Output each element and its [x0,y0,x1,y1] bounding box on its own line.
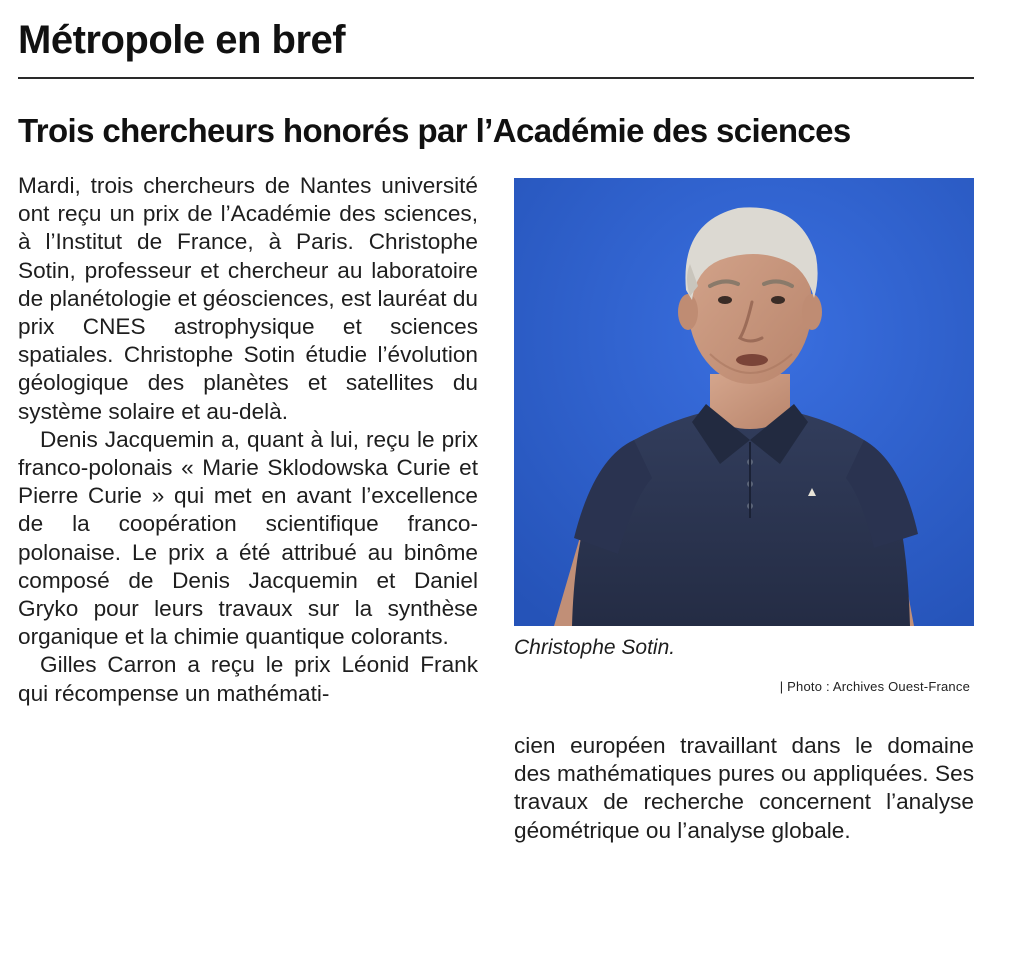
article-column-right [514,732,974,845]
article-paragraph: Mardi, trois chercheurs de Nantes université ont reçu un prix de l’Académie des sciences, à l’Institut de France, à Paris. Christophe Sotin, professeur et chercheur au laboratoire de planétologie et géosciences, est lauréat du prix CNES astrophysique et sciences spatiales. Christophe Sotin étudie l’évolution géologique des planètes et satellites du système solaire et au-delà. [18,173,478,424]
photo-caption: Christophe Sotin. [514,636,676,659]
article-paragraph: cien européen travaillant dans le domaine des mathématiques pures ou appliquées. Ses travaux de recherche concernent l’analyse géométrique ou l’analyse globale. [514,733,974,843]
article-paragraph: Denis Jacquemin a, quant à lui, reçu le prix franco-polonais « Marie Sklodowska Curie et Pierre Curie » qui met en avant l’excellence de la coopération scientifique franco-polonaise. Le prix a été attribué au binôme composé de Denis Jacquemin et Daniel Gryko pour leurs travaux sur la synthèse organique et la chimie quantique colorants. [18,426,478,650]
article-paragraph: Gilles Carron a reçu le prix Léonid Frank qui récompense un mathémati- [18,652,478,706]
photo-credit: | Photo : Archives Ouest-France [779,679,970,694]
article-headline: Trois chercheurs honorés par l’Académie des sciences [18,112,851,149]
section-divider [18,77,974,79]
portrait-photo [514,178,974,626]
section-title: Métropole en bref [18,18,346,62]
article-column-left [18,172,478,708]
portrait-illustration [514,178,974,626]
